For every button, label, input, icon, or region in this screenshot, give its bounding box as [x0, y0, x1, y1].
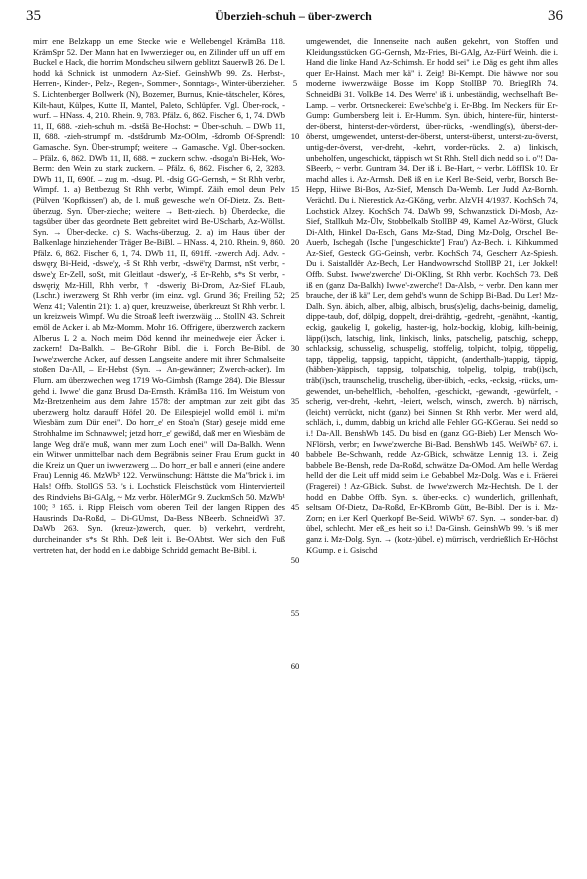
page-header [22, 6, 565, 28]
line-number: 60 [290, 661, 300, 672]
left-column [33, 36, 285, 555]
page-number-left: 35 [26, 8, 41, 24]
line-number: 35 [290, 396, 300, 407]
page-number-right: 36 [548, 8, 563, 24]
line-number: 55 [290, 608, 300, 619]
running-head: Überzieh-schuh – über-zwerch [215, 9, 372, 23]
line-number: 25 [290, 290, 300, 301]
line-number: 20 [290, 237, 300, 248]
line-number: 50 [290, 555, 300, 566]
line-number: 10 [290, 131, 300, 142]
line-number: 45 [290, 502, 300, 513]
right-column [306, 36, 558, 555]
right-column-text: umgewendet, die Innenseite nach außen gekehrt, von Stoffen und Kleidungsstücken GG-Gernsh, Mz-Fries, Bi-GAlg, Az-Fürf Weinh. die i. Hand die linke Hand Az-Schimsh. Er hodd sei" i.e Däg es geht ihm alles quer Er-Hainst. Mach mer kä" i. Zeig! Bi-Kempt. Die häwwe nor sou moderne iwwerzwäige Bosse im Kopp StollBP 70. BriegIRh 74. SchneidBi 31. VolkBe 14. Des Werre' iß i. unbeständig, wechselhaft Be-Lamp. – verbr. Ortsneckerei: Ewe'schbe'g i. Er-Bbg. Im Neckers für Er-Gump: Gumbersberg leit i. Er-Humm. Syn. übich, hintere-für, hinterst-der-öberst, hinterst-der-vörderst, über-rücks, -wendling(s), überst-der-öberst, umgewendet, unterst-der-öberst, unterst-überst, unterst-zu-överst, untig-der-överst, ver-dreht, -kehrt, vorder-rücks. 2. a) linkisch, unbeholfen, ungeschickt, täppisch wt St Rhh. Stell dich nedd so i. o"! Da-SBeerb, ~ verbr. Guntram 34. Der iß i. Be-Hart, ~ verbr. LöffISk 10. Er machd alles i. Az-Armsh. Deß iß en i.e Kerl Be-Seid, verbr, Borsch Be-Hepp, Hiiwe Bi-Bos, Az-Sief, Mensch Da-Wemb. Ler Judd Az-Bornh. Verächtl. Du i. Nierestick Az-GKöng, verbr. AlzVH 4/1937. KochSch 74, Lochstick Alzey. KochSch 74. DaWb 99, Schwanzstick Di-Mosb, Az-Sief, Stallkuh Mz-Ülv, Stobbelkalb StollBP 49, Kamel Az-Wörst, Gluck Di-Alth, Hinkel Da-Esch, Gans Mz-Stad, Ding Mz-Dolg, Orschel Be-Auerb, Ischegah (Ische ['ungeschickte'] Frau') Az-Bech. i. Kihkummed Az-Sief, Gesteck GG-Geinsh, verbr. KochSch 74, Gescherr Az-Spiesh. Du i. Saistalldër Az-Bech, Ler Handwowrschd StollBP 21, i.er Jokkel! Offb. Subst. Iwwe'zwerche' Di-OKling, St Rhh verbr. KochSch 73. Deß iß en (ganz Da-Balkh) Iwwe'-zwerche'! Da-Alsb, ~ verbr. Den kann mer brauche, der iß kä" Ler, dem gehd's wunn de Schipp Bi-Bad. Du Ler! Mz-Dalh. Syn. äbich, alber, albig, albisch, brus(s)elig, dachs-beinig, damelig, dippe-taub, dof, dölpig, doppelt, drei-drähtig, -gedreht, -genähnt, -kantig, eckig, gaukelig I, gokelig, haster-ig, holz-bockig, klobig, kilh-beinig, läpp(i)sch, latschig, link, linkisch, links, patschelig, patschig, schepp, schlacksig, schusselig, schuspelig, stoffelig, tolpicht, tolpig, töppelig, tapp, täppelig, tappsig, tappicht, täppicht, (anderthalb-)tappig, täppig, (häbben-)täppisch, tappsig, tolpatschig, tolpelig, tolpig, trab(i)sch, träb(i)sch, traunschelig, truschelig, über-übich, -ecks, -ecksig, -rücks, um-gewendet, un-behelflich, -beholfen, -geschickt, -gewandt, -gewürfelt, -scherig, ver-dreht, -kehrt, -leiert, welsch, winsch, zwerch. b) närrisch, (leicht) verrückt, nicht (ganz) bei Sinnen St Rhh verbr. Mer werd ald, schläch, i., dumm, dabbig un krichd alle Fehler GG-KGerau. Sei nedd so i.! Da-All. BenshWb 145. Du bisd en (ganz GG-Bieb) Ler Mensch Wo-NFlörsh, verbr; en Iwwe'zwerche Bi-Bad. BenshWb 145. WeiWb² 67. i. babbele Be-Schwanh, redde Az-GBick, schwätze Lennig 13. i. Zeig babbele Be-Bensh, rede Da-Roßd, schwätze Da-OMod. Am helle Werdag helld der die Leit uff midd seim i.e Gebabbel Mz-Dolg. Was e i. Fräerei (Fragerei) ! Az-GBick. Subst. de Iwwe'zwerch Mz-Hechtsh. De l. der hodd en Dabbe Offb. Syn. s. über-ecks. c) wunderlich, grillenhaft, seltsam Of-Dietz, Da-Roßd, Er-KBromb Gütt, Be-Bibl. Der is i. Mz-Zorn; en i.er Kerl Querkopf Be-Seid. WiWb² 67. Syn. → sonder-bar. d) übel, schlecht. Mer eß_es heit so i.! Da-Ginsh. GeinshWb 99. 's iß mer ganz i. Mz-Dolg. Syn. → (kotz-)übel. e) mürrisch, verdrießlich Er-Höchst KGump. e i. Gsischd [306, 36, 558, 555]
left-column-text: mirr ene Belzkapp un eme Stecke wie e Wellebengel KrämBa 118. KrämSpr 52. Der Mann hat en Iwwerzieger ou, en Zilinder uff un uff em Buckel e Hack, die horrim Mondscheu silwern geblitzt SauerwB 26. De l. hodd kä Schnick ist unmodern Az-Sief. GeinshWb 99. Zs. Herbst-, Herren-, Kinder-, Pelz-, Regen-, Sommer-, Sonntags-, Winter-überzieher. S. Lichtenberger Bollwerk (N), Bozemer, Burnus, Knie-tätscheler, Köres, Kilt-haut, Külpes, Kutte II, Mantel, Paleto, Schlüpfer. Vgl. Über-rock, -wurf. – HNass. 4, 210. Rhein. 9, 783. Pfälz. 6, 862. Fischer 6, 1, 74. DWb 11, II, 688. -zieh-schuh m. -dstšä Be-Hochst: = Über-schuh. – DWb 11, II, 688. -zieh-strumpf m. -dstšdrumb Mz-OOlm, -šdromb Of-Sprendl: Gamasche. Syn. Über-strumpf; weitere → Gamasche. Vgl. Über-socken. – Pfälz. 6, 862. DWb 11, II, 688. = zuckern schw. -dsoga'n Bi-Hek, Wo-Berm: den Wein zu stark zuckern. – Pfälz. 6, 862. Fischer 6, 2, 3283. DWb 11, II, 690f. – zug m. -dsug. Pl. -dsig GG-Gernsh, = St Rhh verbr, Wimpf. 1. a) Bettbezug St Rhh verbr, Wimpf. Zäih emol deun Pelv (Pülven 'Kopfkissen') ab, de l. muß gewesche we'n Of-Dietz. Zs. Bett-überzug. Syn. Über-zieche; weitere → Bett-ziech. b) Überdecke, die tagsüber über das geordnete Bett gebreitet wird Be-UScharb, Az-Wöllst. Syn. → Über-decke. c) S. Wachs-überzug. 2. a) im Haus über der Balkenlage hinziehender Träger Be-BiBl. – HNass. 4, 210. Rhein. 9, 860. Pfälz. 6, 862. Fischer 6, 1, 74. DWb 11, II, 691ff. -zwerch Adj. Adv. -dswęrχ Bi-Heid, -dswe'χ, -š St Rhh verbr, -dswë'rχ Darmst, nSt verbr, -dswe'χ Er-Zell, soSt, mit Gleitlaut -dswer'χ, -š Er-Rehb, s*s St verbr, -dswęriχ Mz-Hill, Rhh verbr, † -dsweriχ Bi-Drom, Az-Sief FLaub, (Lschr.) iwerzwerg St Rhh verbr (im einz. vgl. Grund 36; Freiling 52; Wenz 41; Valentin 21): 1. a) quer, kreuzweise, überkreuzt St Rhh verbr. l. un kreizweis Wimpf. Wu die Stroaß leeft iwerzwäig ... StollN 43. Schreit emöl de Acker i. ab Mz-Momm. Mohr 16. Offrigere, überzwerch zackern Alberus L 2 a. Noch meim Död kennd ihr meinedweje eier Äcker i. zackern! Da-Balkh. – Be-GRohr Bibl. die i. Forch Be-Bibl. de Iwwe'zwerche Acker, auf dessen Langseite andere mit ihrer Schmalseite stoßen Da-All, – Er-Hebst (Syn. → An-gewänner; Zwerch-acker). Im Flurn. am überzwechen weg 1719 Wo-Gimbsh (Ramge 284). Die Blessur gehd i. Iwwe' die ganz Brusd Da-Ernsth. KrämBa 116. Im Weistum von Mz-Bretzenheim aus dem Jahre 1578: der amptman zur zeit gibt das uberzwerg holtz darauff Höfel 20. De Eilespiejel wolld emöl i. mi'm Wiesbäm zum Dür enei". Do horr_e' en Stoa'n (Star) geseje midd eme Strohhalme im Schnawwel; jetzd horr_e' gewißd, daß mer en Wiesbäm de lange Weg drä'e muß, wann mer zum Loch enei" will Da-Balkh. Wenn ein Witwer unmittelbar nach dem Begräbnis seiner Frau Erum guckt in die Kreiz un Quer un iwwerzwerg ... Do horr_er ball e anneri (eine andere Frau) Lennig 46. MzWb³ 122. Verwünschung: Hättste die Ma"brick i. im Hals! Offb. StollGS 53. 's i. Lochstick Fleischstück vom Hintervierteil des Rindviehs Bi-GAlg, ~ Mz verbr. HölerMGr 9. ZuckmSch 50. MzWb¹ 100; ³ 165. i. Ripp Fleisch vom oberen Teil der langen Rippen des Hausrinds Da-Roßd, – Di-GUmst, Da-Bess NBeerb. SchneidWi 37. DaWb 263. Syn. (kreuz-)zwerch, quer. b) verkehrt, verdreht, durcheinander s*s St Rhh. Deß leit i. Be-OAbtst. Wer sich den Fuß vertreten hat, der hodd en i.e dabbige Schridd gemacht Be-Bibl. i. [33, 36, 285, 555]
line-number: 30 [290, 343, 300, 354]
line-number: 5 [292, 78, 298, 89]
line-number: 40 [290, 449, 300, 460]
line-number: 15 [290, 184, 300, 195]
